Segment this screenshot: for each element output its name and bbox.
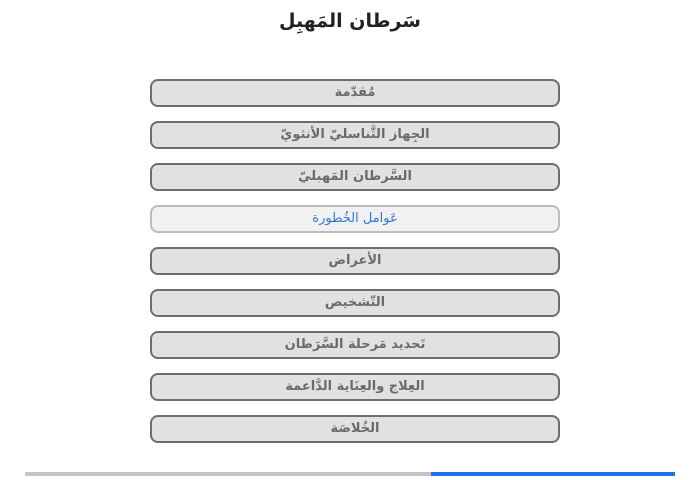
menu-item-female-reproductive-system[interactable]: الجِهاز التَّناسليّ الأنثويّ (150, 121, 560, 149)
menu-item-summary[interactable]: الخُلاصَة (150, 415, 560, 443)
menu-item-diagnosis[interactable]: التّشخيص (150, 289, 560, 317)
menu-item-symptoms[interactable]: الأعراض (150, 247, 560, 275)
menu-item-risk-factors[interactable]: عَوامل الخُطورة (150, 205, 560, 233)
menu-item-introduction[interactable]: مُقدّمة (150, 79, 560, 107)
progress-bar-fill (431, 472, 675, 476)
chapter-menu (150, 79, 560, 457)
progress-bar (25, 472, 675, 476)
menu-item-treatment[interactable]: العِلاج والعِنَاية الدَّاعمة (150, 373, 560, 401)
menu-item-staging[interactable]: تَحديد مَرحلة السَّرَطان (150, 331, 560, 359)
page-title: سَرطان المَهبِل (278, 10, 421, 32)
menu-item-vaginal-cancer[interactable]: السَّرطان المَهبليّ (150, 163, 560, 191)
